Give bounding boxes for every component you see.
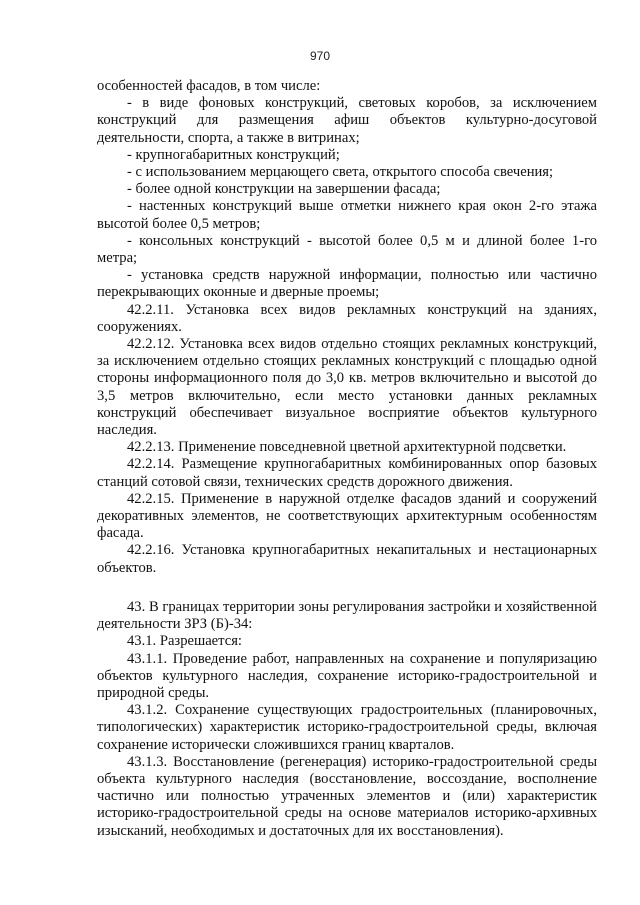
page-number: 970: [309, 49, 331, 63]
section-43-heading: 43. В границах территории зоны регулирования застройки и хозяйственной деятельности ЗРЗ (Б)-34:: [97, 598, 597, 633]
clause-42-2-14: 42.2.14. Размещение крупногабаритных комбинированных опор базовых станций сотовой связи, технических средств дорожного движения.: [97, 456, 597, 490]
list-item: - с использованием мерцающего света, открытого способа свечения;: [127, 164, 554, 181]
clause-43-1-3: 43.1.3. Восстановление (регенерация) историко-градостроительной среды объекта культурного наследия (восстановление, воссоздание, восполнение частично или полностью утраченных элементов и (или) характеристик историко-градостроительной среды на основе материалов историко-архивных изысканий, необходимых и достаточных для их восстановления).: [97, 753, 597, 839]
list-item: - более одной конструкции на завершении фасада;: [127, 181, 441, 198]
document-body: [97, 78, 597, 840]
clause-42-2-11: 42.2.11. Установка всех видов рекламных конструкций на зданиях, сооружениях.: [97, 301, 597, 335]
list-item: - консольных конструкций - высотой более 0,5 м и длиной более 1-го метра;: [97, 232, 597, 267]
list-item: - в виде фоновых конструкций, световых коробов, за исключением конструкций для размещения афиш объектов культурно-досуговой деятельности, спорта, а также в витринах;: [97, 95, 597, 146]
list-item: - установка средств наружной информации, полностью или частично перекрывающих оконные и дверные проемы;: [97, 267, 597, 301]
paragraph-intro: особенностей фасадов, в том числе:: [97, 78, 321, 94]
clause-42-2-16: 42.2.16. Установка крупногабаритных некапитальных и нестационарных объектов.: [97, 542, 597, 576]
section-gap: [97, 577, 597, 599]
clause-42-2-13: 42.2.13. Применение повседневной цветной архитектурной подсветки.: [127, 439, 567, 456]
list-item: - крупногабаритных конструкций;: [127, 146, 340, 163]
clause-43-1: 43.1. Разрешается:: [127, 633, 242, 650]
list-item: - настенных конструкций выше отметки нижнего края окон 2-го этажа высотой более 0,5 метров;: [97, 198, 597, 232]
clause-42-2-12: 42.2.12. Установка всех видов отдельно стоящих рекламных конструкций, за исключением отдельно стоящих рекламных конструкций с площадью одной стороны информационного поля до 3,0 кв. метров включительно и высотой до 3,5 метров включительно, если место установки данных рекламных конструкций обеспечивает визуальное восприятие объектов культурного наследия.: [97, 336, 597, 439]
clause-43-1-1: 43.1.1. Проведение работ, направленных на сохранение и популяризацию объектов культурного наследия, сохранение историко-градостроительной и природной среды.: [97, 650, 597, 701]
clause-42-2-15: 42.2.15. Применение в наружной отделке фасадов зданий и сооружений декоративных элементов, не соответствующих архитектурным особенностям фасада.: [97, 490, 597, 542]
clause-43-1-2: 43.1.2. Сохранение существующих градостроительных (планировочных, типологических) характеристик историко-градостроительной среды, включая сохранение исторически сложившихся границ кварталов.: [97, 702, 597, 753]
